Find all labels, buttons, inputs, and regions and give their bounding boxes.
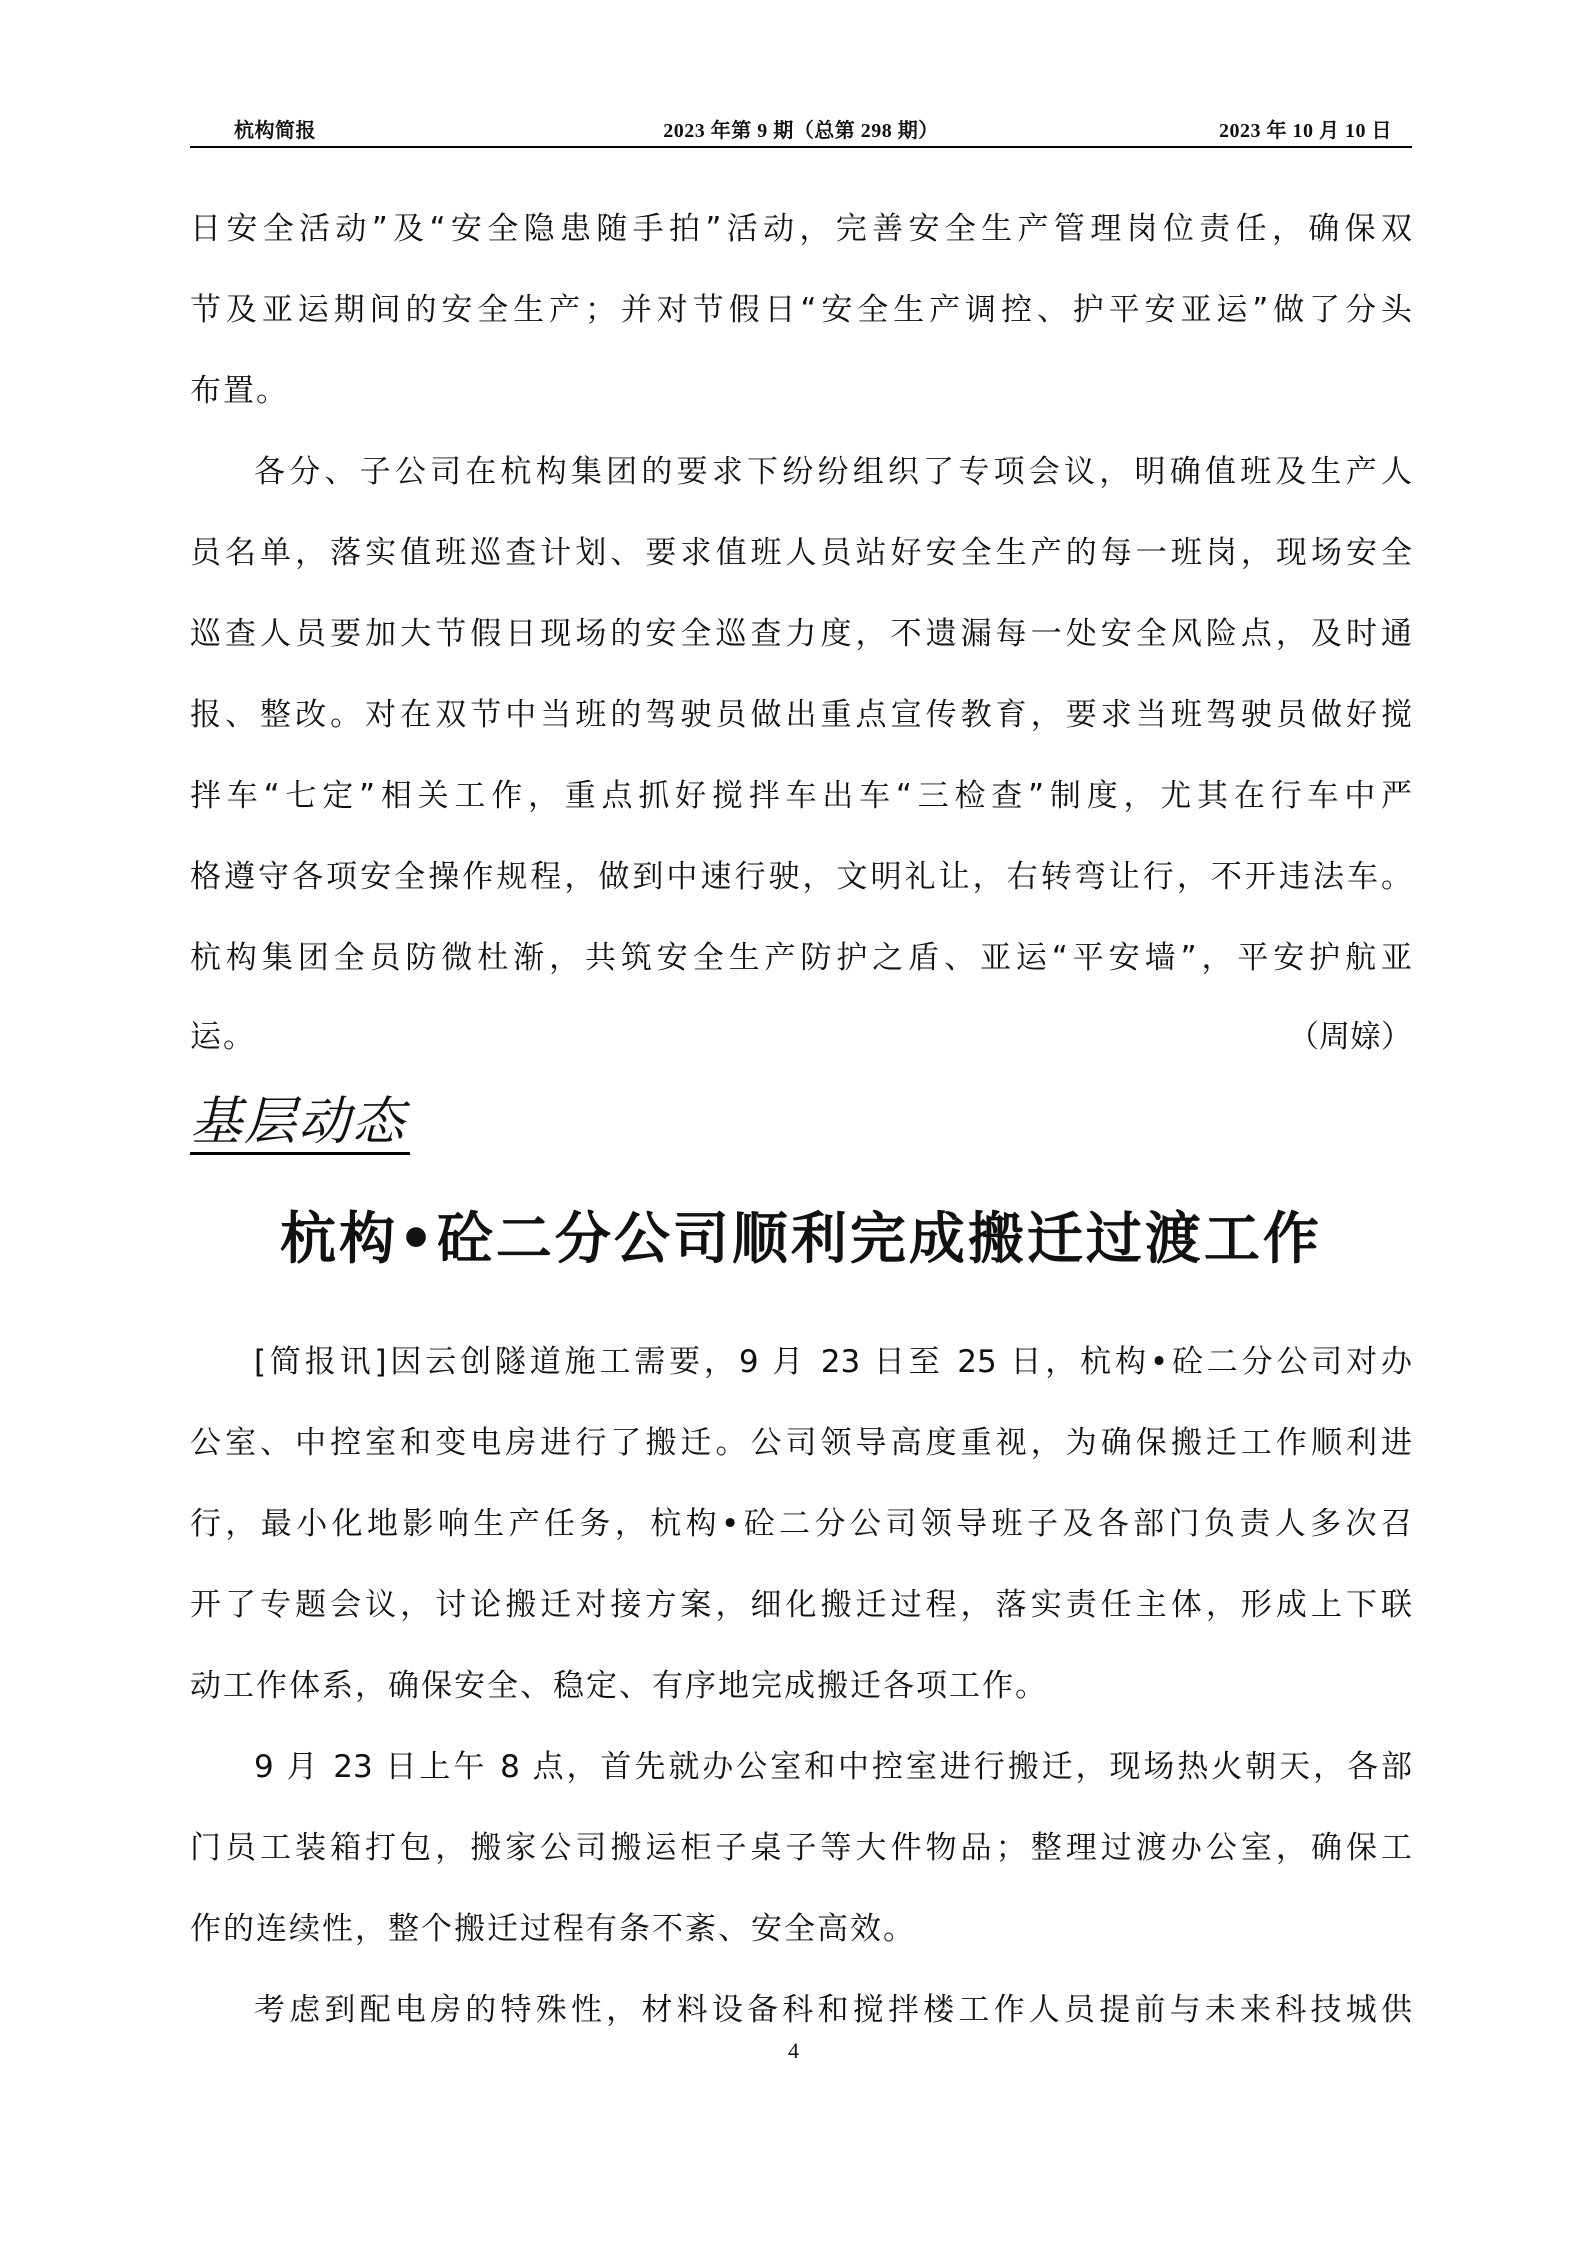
paragraph-line: 节及亚运期间的安全生产；并对节假日“安全生产调控、护平安亚运”做了分头	[190, 292, 1412, 328]
paragraph-line: 格遵守各项安全操作规程，做到中速行驶，文明礼让，右转弯让行，不开违法车。	[190, 859, 1412, 895]
paragraph-line: 报、整改。对在双节中当班的驾驶员做出重点宣传教育，要求当班驾驶员做好搅	[190, 697, 1412, 733]
paragraph-line: 动工作体系，确保安全、稳定、有序地完成搬迁各项工作。	[190, 1668, 1048, 1704]
header-date: 2023 年 10 月 10 日	[1219, 120, 1392, 142]
paragraph-line: [简报讯]因云创隧道施工需要，9 月 23 日至 25 日，杭构•砼二分公司对办	[254, 1344, 1412, 1380]
paragraph-line: 门员工装箱打包，搬家公司搬运柜子桌子等大件物品；整理过渡办公室，确保工	[190, 1830, 1412, 1866]
article-title: 杭构•砼二分公司顺利完成搬迁过渡工作	[280, 1207, 1322, 1272]
paragraph-line: 杭构集团全员防微杜渐，共筑安全生产防护之盾、亚运“平安墙”，平安护航亚	[190, 940, 1412, 976]
paragraph-line: 拌车“七定”相关工作，重点抓好搅拌车出车“三检查”制度，尤其在行车中严	[190, 778, 1412, 814]
paragraph-line: 员名单，落实值班巡查计划、要求值班人员站好安全生产的每一班岗，现场安全	[190, 535, 1412, 571]
running-header	[190, 112, 1412, 148]
section-heading: 基层动态	[190, 1092, 410, 1155]
paragraph-line: 考虑到配电房的特殊性，材料设备科和搅拌楼工作人员提前与未来科技城供	[254, 1992, 1412, 2028]
header-publication-name: 杭构简报	[234, 120, 316, 142]
paragraph-line: 各分、子公司在杭构集团的要求下纷纷组织了专项会议，明确值班及生产人	[254, 454, 1412, 490]
page-number: 4	[788, 2038, 799, 2063]
paragraph-line: 行，最小化地影响生产任务，杭构•砼二分公司领导班子及各部门负责人多次召	[190, 1506, 1412, 1542]
paragraph-line: 运。	[190, 1019, 256, 1055]
paragraph-line: 日安全活动”及“安全隐患随手拍”活动，完善安全生产管理岗位责任，确保双	[190, 211, 1412, 247]
header-issue: 2023 年第 9 期（总第 298 期）	[663, 120, 939, 142]
author-credit: （周媇）	[1288, 1019, 1412, 1055]
paragraph-line: 布置。	[190, 373, 289, 409]
paragraph-line: 开了专题会议，讨论搬迁对接方案，细化搬迁过程，落实责任主体，形成上下联	[190, 1587, 1412, 1623]
paragraph-line: 巡查人员要加大节假日现场的安全巡查力度，不遗漏每一处安全风险点，及时通	[190, 616, 1412, 652]
paragraph-line: 9 月 23 日上午 8 点，首先就办公室和中控室进行搬迁，现场热火朝天，各部	[254, 1749, 1412, 1785]
paragraph-line: 公室、中控室和变电房进行了搬迁。公司领导高度重视，为确保搬迁工作顺利进	[190, 1425, 1412, 1461]
paragraph-line: 作的连续性，整个搬迁过程有条不紊、安全高效。	[190, 1911, 916, 1947]
